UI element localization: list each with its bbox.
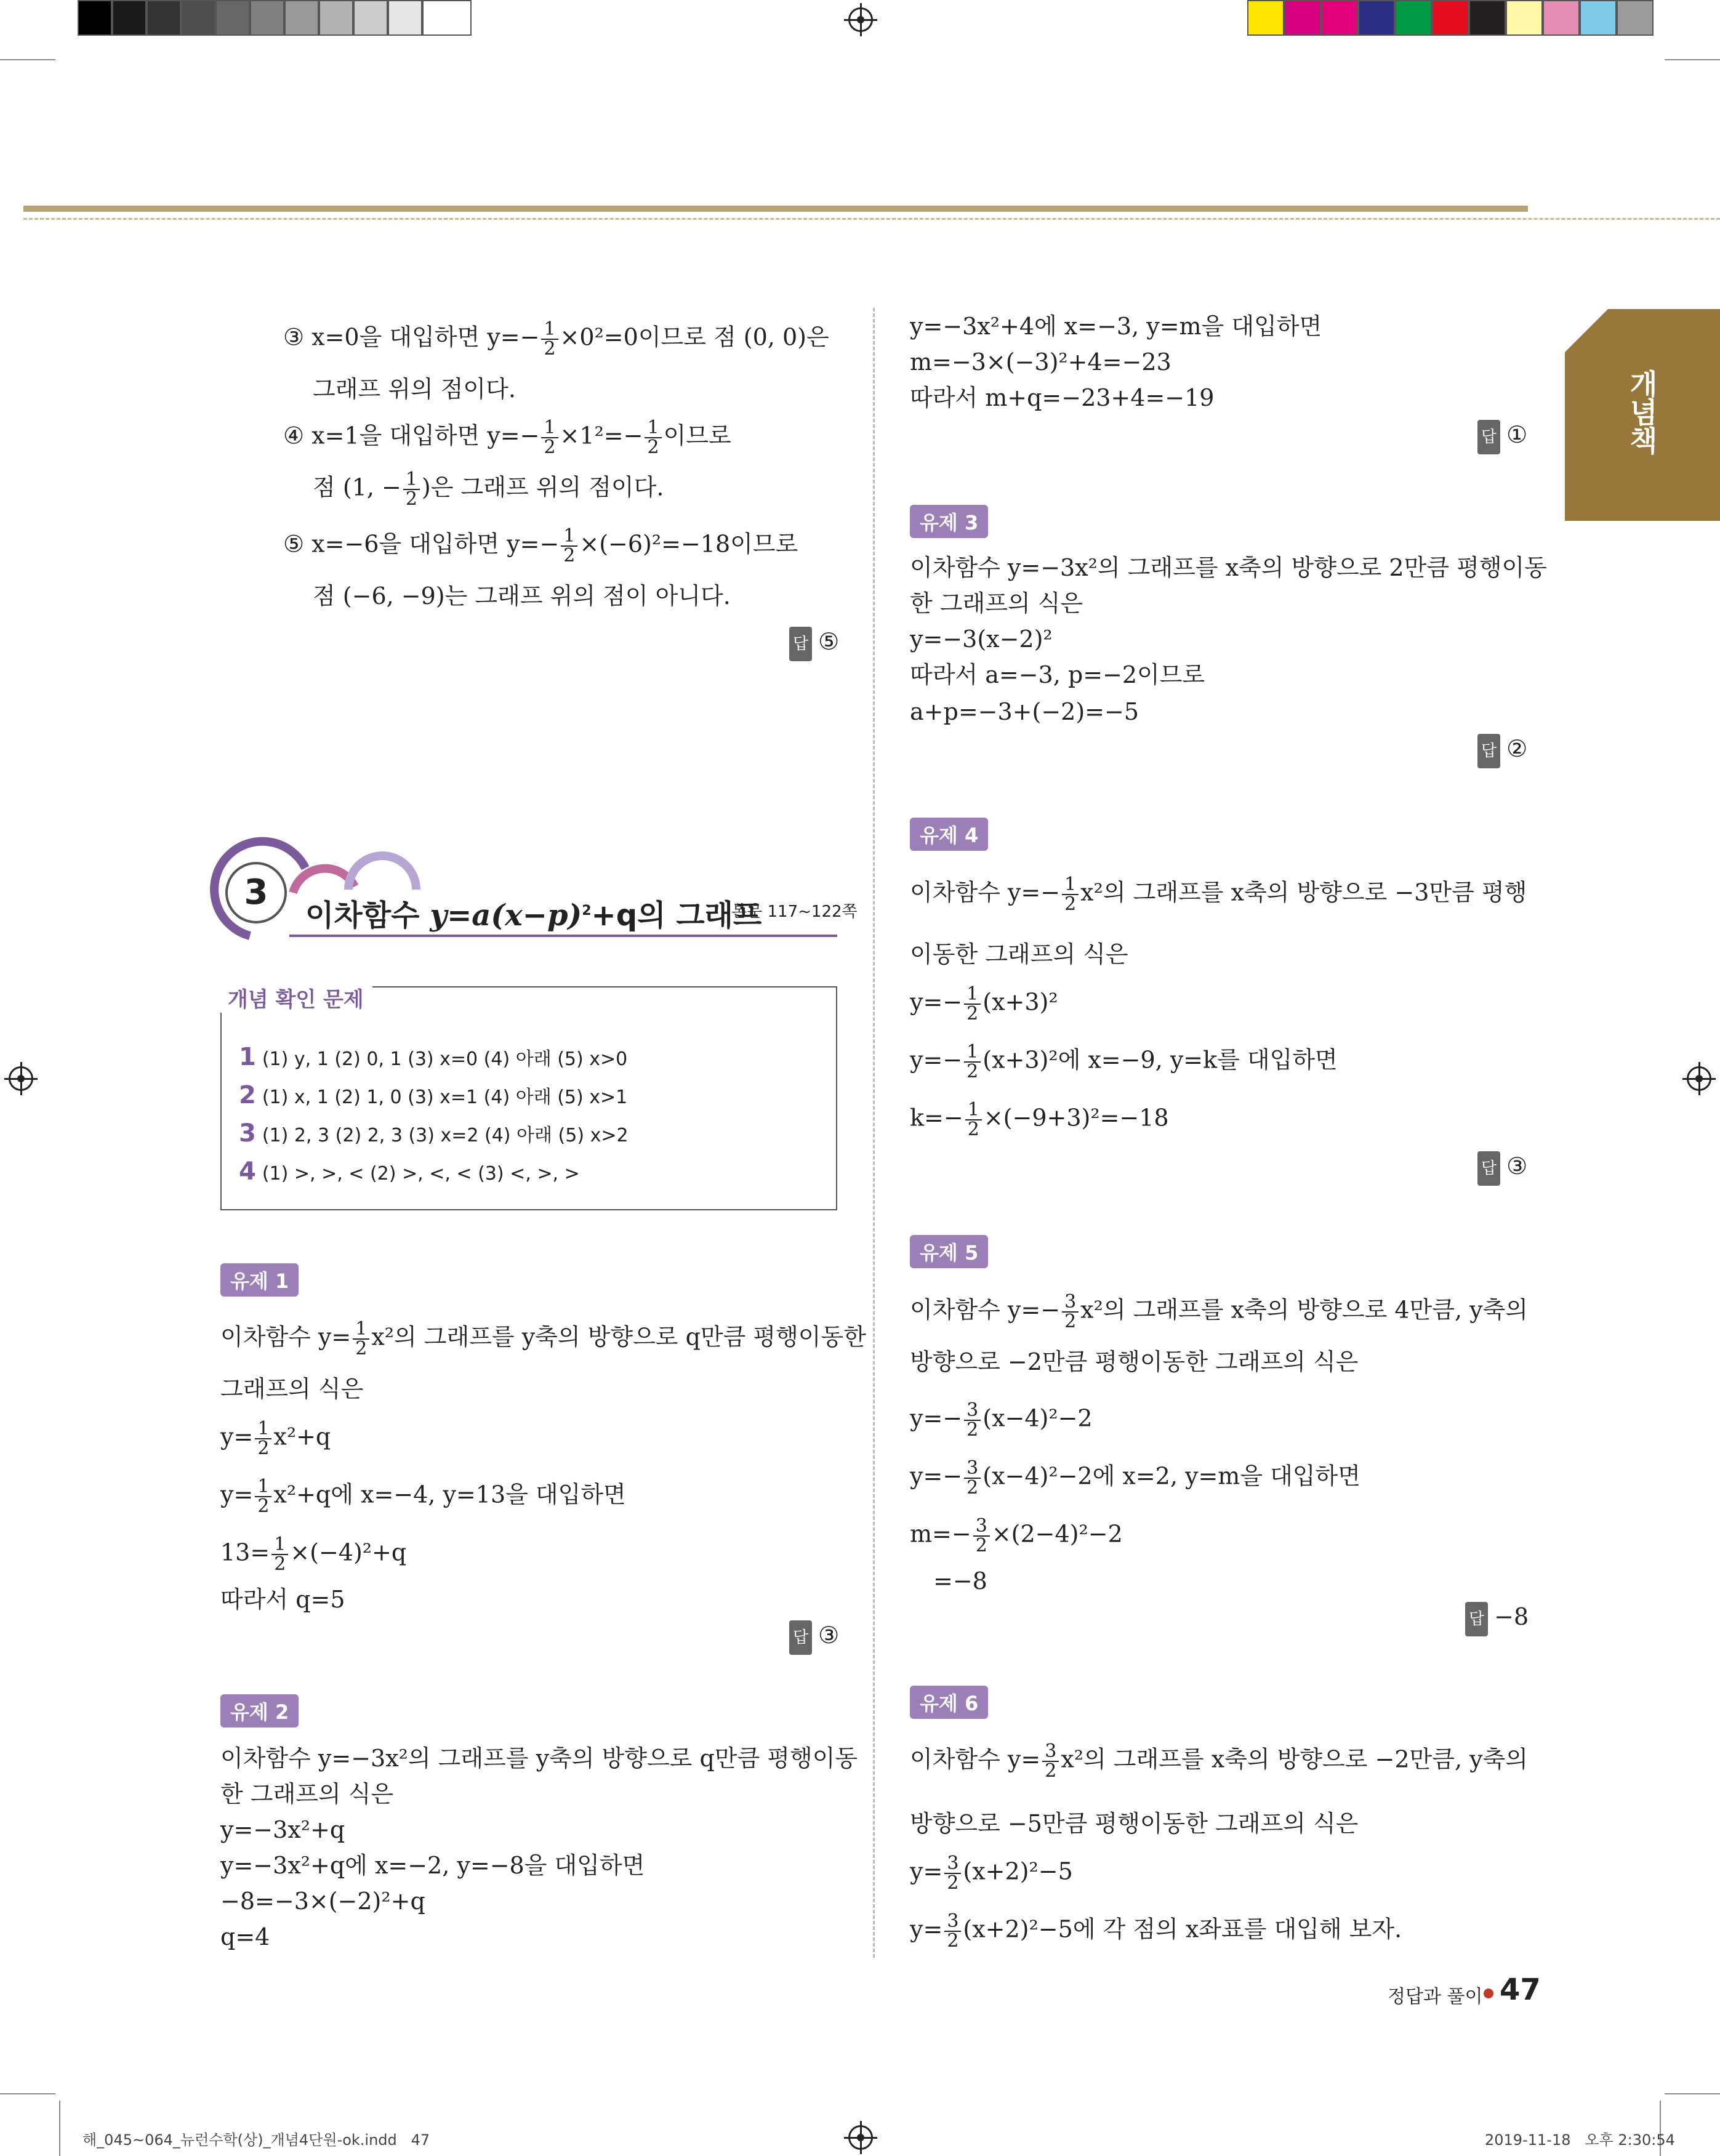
- side-tab-corner: [1565, 309, 1608, 352]
- concept-row: 4 (1) >, >, < (2) >, <, < (3) <, >, >: [239, 1157, 580, 1186]
- swatch: [388, 0, 422, 36]
- text-line: 한 그래프의 식은: [910, 590, 1083, 617]
- text-line: y=− $\frac{1}{2}$ (x+3)²에 x=−9, y=k를 대입하면: [910, 1041, 1338, 1082]
- fraction: $\frac{3}{2}$: [1042, 1742, 1059, 1780]
- section-underline: [289, 935, 837, 937]
- text-line: y= $\frac{1}{2}$ x²+q에 x=−4, y=13을 대입하면: [220, 1476, 626, 1517]
- side-tab-label: 개념책: [1625, 369, 1658, 454]
- fraction: $\frac{3}{2}$: [964, 1459, 981, 1497]
- text-line: m=−3×(−3)²+4=−23: [910, 348, 1171, 376]
- fraction: $\frac{1}{2}$: [645, 419, 661, 457]
- text-line: y=− $\frac{3}{2}$ (x−4)²−2에 x=2, y=m을 대입하면: [910, 1457, 1360, 1498]
- page-number: 47: [1500, 1973, 1541, 2007]
- column-divider: [873, 308, 875, 1958]
- footer-bullet-icon: [1484, 1989, 1493, 1998]
- swatch: [215, 0, 250, 36]
- fraction: $\frac{3}{2}$: [1062, 1293, 1079, 1331]
- fraction: $\frac{1}{2}$: [561, 527, 577, 565]
- text-line: 이차함수 y=−3x²의 그래프를 x축의 방향으로 2만큼 평행이동: [910, 554, 1547, 581]
- problem-tag: 유제 4: [910, 818, 988, 851]
- concept-check-title: 개념 확인 문제: [220, 983, 372, 1013]
- fraction: $\frac{1}{2}$: [403, 470, 420, 509]
- text-line: y= $\frac{3}{2}$ (x+2)²−5에 각 점의 x좌표를 대입해 보자.: [910, 1910, 1402, 1952]
- text-line: y=−3x²+q에 x=−2, y=−8을 대입하면: [220, 1852, 645, 1879]
- fraction: $\frac{3}{2}$: [944, 1912, 961, 1950]
- slug-file: 해_045~064_뉴런수학(상)_개념4단원-ok.indd 47: [82, 2131, 430, 2149]
- fraction: $\frac{1}{2}$: [271, 1535, 288, 1574]
- text-line: 이차함수 y= $\frac{3}{2}$ x²의 그래프를 x축의 방향으로 −2만큼, y축의: [910, 1740, 1529, 1782]
- text-line: 13= $\frac{1}{2}$ ×(−4)²+q: [220, 1534, 407, 1575]
- answer: 답 ③: [1477, 1150, 1527, 1186]
- text-line: 이동한 그래프의 식은: [910, 941, 1128, 968]
- answer: 답 −8: [1465, 1601, 1529, 1636]
- answer: 답 ⑤: [789, 625, 839, 661]
- swatch: [147, 0, 181, 36]
- fraction: $\frac{1}{2}$: [965, 1101, 982, 1139]
- concept-row: 1 (1) y, 1 (2) 0, 1 (3) x=0 (4) 아래 (5) x>0: [239, 1043, 628, 1071]
- swatch: [1247, 0, 1284, 36]
- text-line: 방향으로 −2만큼 평행이동한 그래프의 식은: [910, 1348, 1359, 1375]
- swatch: [1432, 0, 1469, 36]
- footer-section-label: 정답과 풀이: [1388, 1986, 1483, 2008]
- fraction: $\frac{1}{2}$: [964, 1043, 981, 1081]
- crop-line: [1665, 59, 1720, 60]
- problem-tag: 유제 3: [910, 505, 988, 538]
- swatch: [78, 0, 112, 36]
- swatch: [1321, 0, 1358, 36]
- problem-tag: 유제 2: [220, 1694, 299, 1728]
- concept-row: 2 (1) x, 1 (2) 1, 0 (3) x=1 (4) 아래 (5) x>1: [239, 1081, 628, 1109]
- fraction: $\frac{1}{2}$: [541, 419, 558, 457]
- text-line: y=− $\frac{3}{2}$ (x−4)²−2: [910, 1399, 1093, 1441]
- text-line: y= $\frac{3}{2}$ (x+2)²−5: [910, 1852, 1073, 1894]
- text-line: 점 (1, − $\frac{1}{2}$ )은 그래프 위의 점이다.: [313, 469, 664, 510]
- swatch: [1284, 0, 1321, 36]
- text-line: 따라서 m+q=−23+4=−19: [910, 384, 1215, 411]
- text-line: 따라서 q=5: [220, 1586, 345, 1613]
- text-line: m=− $\frac{3}{2}$ ×(2−4)²−2: [910, 1515, 1123, 1556]
- crop-line: [0, 2093, 55, 2094]
- text-line: 이차함수 y= $\frac{1}{2}$ x²의 그래프를 y축의 방향으로 q만큼 평행이동한: [220, 1318, 866, 1359]
- crop-line: [59, 2101, 60, 2156]
- fraction: $\frac{1}{2}$: [255, 1420, 271, 1458]
- concept-row: 3 (1) 2, 3 (2) 2, 3 (3) x=2 (4) 아래 (5) x>2: [239, 1119, 629, 1148]
- text-line: −8=−3×(−2)²+q: [220, 1888, 425, 1915]
- problem-tag: 유제 1: [220, 1263, 299, 1297]
- problem-tag: 유제 6: [910, 1686, 988, 1719]
- swatch: [422, 0, 472, 36]
- text-line: ④ x=1을 대입하면 y=− $\frac{1}{2}$ ×1²=− $\frac{1}{2}$ 이므로: [283, 417, 731, 458]
- swatch: [250, 0, 284, 36]
- text-line: y=−3x²+q: [220, 1816, 345, 1843]
- registration-mark-icon: [9, 1066, 33, 1091]
- fraction: $\frac{1}{2}$: [541, 320, 558, 358]
- text-line: =−8: [933, 1567, 987, 1595]
- section-title: 이차함수 $y=a(x-p)^2+q$의 그래프: [305, 898, 762, 933]
- registration-mark-icon: [848, 2125, 873, 2150]
- slug-timestamp: 2019-11-18 오후 2:30:54: [1485, 2131, 1675, 2149]
- swatch: [1506, 0, 1543, 36]
- answer: 답 ②: [1477, 733, 1527, 768]
- answer: 답 ①: [1477, 419, 1527, 454]
- text-line: y=− $\frac{1}{2}$ (x+3)²: [910, 983, 1058, 1024]
- text-line: 그래프의 식은: [220, 1375, 364, 1402]
- text-line: 그래프 위의 점이다.: [313, 376, 516, 403]
- fraction: $\frac{3}{2}$: [944, 1854, 961, 1893]
- text-line: ③ x=0을 대입하면 y=− $\frac{1}{2}$ ×0²=0이므로 점 (0, 0)은: [283, 318, 829, 360]
- header-rule: [23, 206, 1528, 212]
- text-line: 한 그래프의 식은: [220, 1780, 394, 1808]
- swatch: [353, 0, 388, 36]
- fraction: $\frac{1}{2}$: [1062, 875, 1079, 914]
- problem-tag: 유제 5: [910, 1235, 988, 1268]
- fraction: $\frac{1}{2}$: [353, 1320, 369, 1358]
- text-line: 이차함수 y=− $\frac{1}{2}$ x²의 그래프를 x축의 방향으로 −3만큼 평행: [910, 874, 1527, 915]
- fraction: $\frac{1}{2}$: [964, 985, 981, 1023]
- swatch: [1580, 0, 1617, 36]
- text-line: y=−3(x−2)²: [910, 625, 1053, 653]
- text-line: q=4: [220, 1923, 270, 1950]
- fraction: $\frac{3}{2}$: [964, 1401, 981, 1439]
- swatch: [1543, 0, 1580, 36]
- text-line: 이차함수 y=− $\frac{3}{2}$ x²의 그래프를 x축의 방향으로 4만큼, y축의: [910, 1291, 1528, 1332]
- swatch: [181, 0, 215, 36]
- swatch: [1469, 0, 1506, 36]
- registration-mark-icon: [848, 7, 873, 32]
- text-line: k=− $\frac{1}{2}$ ×(−9+3)²=−18: [910, 1099, 1169, 1140]
- text-line: 방향으로 −5만큼 평행이동한 그래프의 식은: [910, 1810, 1359, 1837]
- swatch: [112, 0, 147, 36]
- text-line: 따라서 a=−3, p=−2이므로: [910, 661, 1205, 688]
- registration-mark-icon: [1687, 1066, 1711, 1091]
- header-dotted-rule: [23, 218, 1720, 220]
- answer: 답 ③: [789, 1619, 839, 1655]
- section-number-badge: 3: [225, 862, 287, 923]
- text-line: ⑤ x=−6을 대입하면 y=− $\frac{1}{2}$ ×(−6)²=−18이므로: [283, 525, 798, 566]
- text-line: y= $\frac{1}{2}$ x²+q: [220, 1418, 331, 1459]
- fraction: $\frac{1}{2}$: [255, 1478, 271, 1516]
- swatch: [1395, 0, 1432, 36]
- fraction: $\frac{3}{2}$: [973, 1517, 990, 1555]
- crop-line: [1665, 2093, 1720, 2094]
- text-line: a+p=−3+(−2)=−5: [910, 698, 1139, 725]
- text-line: 이차함수 y=−3x²의 그래프를 y축의 방향으로 q만큼 평행이동: [220, 1745, 858, 1772]
- swatch: [319, 0, 353, 36]
- text-line: 점 (−6, −9)는 그래프 위의 점이 아니다.: [313, 582, 731, 609]
- swatch: [1358, 0, 1395, 36]
- swatch: [284, 0, 319, 36]
- section-page-ref: 본문 117~122쪽: [731, 903, 858, 921]
- swatch: [1617, 0, 1654, 36]
- crop-line: [0, 59, 55, 60]
- text-line: y=−3x²+4에 x=−3, y=m을 대입하면: [910, 313, 1322, 340]
